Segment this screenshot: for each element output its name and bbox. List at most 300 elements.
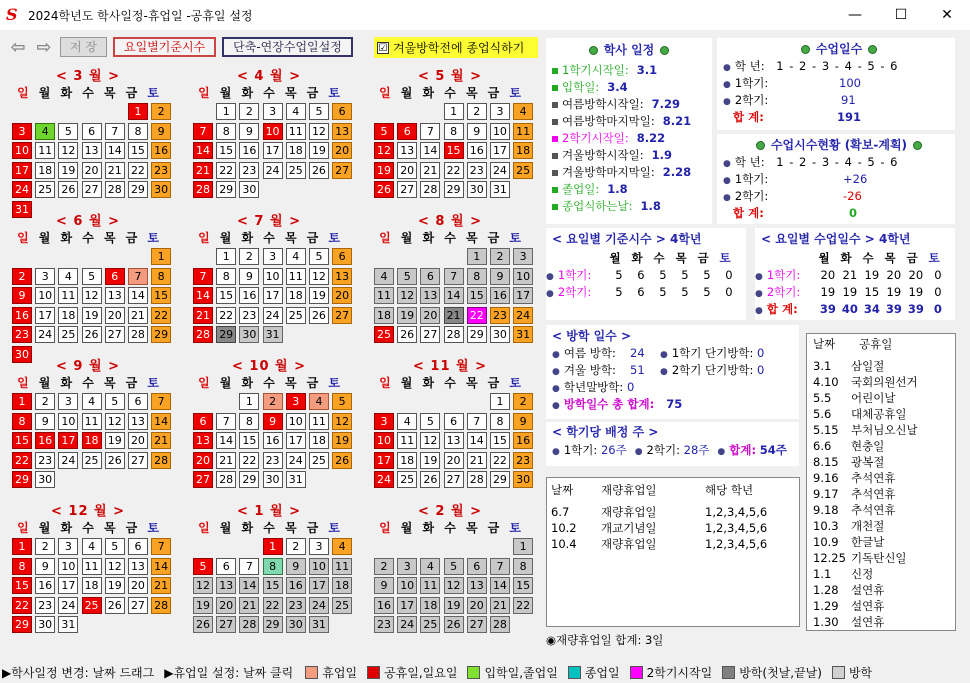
day-cell[interactable]: 19 xyxy=(420,452,440,469)
day-cell[interactable]: 16 xyxy=(239,287,259,304)
day-cell[interactable]: 8 xyxy=(490,413,510,430)
day-cell[interactable]: 27 xyxy=(332,307,352,324)
day-cell[interactable]: 14 xyxy=(216,432,236,449)
day-cell[interactable]: 1 xyxy=(12,393,32,410)
day-cell[interactable]: 9 xyxy=(263,413,283,430)
day-cell[interactable]: 25 xyxy=(374,326,394,343)
day-cell[interactable]: 5 xyxy=(58,123,78,140)
day-cell[interactable]: 10 xyxy=(58,558,78,575)
day-cell[interactable]: 11 xyxy=(309,413,329,430)
day-cell[interactable]: 15 xyxy=(263,577,283,594)
back-arrow-icon[interactable]: ⇦ xyxy=(10,36,26,58)
table-row[interactable] xyxy=(813,534,949,550)
day-cell[interactable]: 2 xyxy=(490,248,510,265)
day-cell[interactable]: 5 xyxy=(374,123,394,140)
day-cell[interactable]: 30 xyxy=(286,616,306,633)
day-cell[interactable]: 12 xyxy=(309,123,329,140)
day-cell[interactable]: 1 xyxy=(151,248,171,265)
day-cell[interactable]: 10 xyxy=(12,142,32,159)
day-cell[interactable]: 18 xyxy=(513,142,533,159)
day-cell[interactable]: 20 xyxy=(128,432,148,449)
day-cell[interactable]: 13 xyxy=(397,142,417,159)
public-holiday-table[interactable] xyxy=(806,333,956,631)
day-cell[interactable]: 19 xyxy=(397,307,417,324)
table-row[interactable] xyxy=(813,598,949,614)
day-cell[interactable]: 16 xyxy=(263,432,283,449)
day-cell[interactable]: 18 xyxy=(309,432,329,449)
day-cell[interactable]: 29 xyxy=(239,471,259,488)
day-cell[interactable]: 23 xyxy=(35,452,55,469)
day-cell[interactable]: 24 xyxy=(58,452,78,469)
day-cell[interactable]: 7 xyxy=(151,393,171,410)
table-row[interactable] xyxy=(813,470,949,486)
day-cell[interactable]: 1 xyxy=(513,538,533,555)
day-cell[interactable]: 28 xyxy=(193,181,213,198)
day-cell[interactable]: 12 xyxy=(105,558,125,575)
day-cell[interactable]: 19 xyxy=(374,162,394,179)
day-cell[interactable]: 6 xyxy=(444,413,464,430)
day-cell[interactable]: 29 xyxy=(490,471,510,488)
day-cell[interactable]: 1 xyxy=(444,103,464,120)
day-cell[interactable]: 26 xyxy=(309,162,329,179)
day-cell[interactable]: 17 xyxy=(309,577,329,594)
day-cell[interactable]: 27 xyxy=(128,452,148,469)
day-cell[interactable]: 2 xyxy=(239,103,259,120)
day-cell[interactable]: 26 xyxy=(105,452,125,469)
day-cell[interactable]: 9 xyxy=(286,558,306,575)
day-cell[interactable]: 11 xyxy=(420,577,440,594)
day-cell[interactable]: 4 xyxy=(58,268,78,285)
day-cell[interactable]: 22 xyxy=(151,307,171,324)
table-row[interactable] xyxy=(551,504,795,520)
day-cell[interactable]: 25 xyxy=(286,307,306,324)
day-cell[interactable]: 23 xyxy=(35,597,55,614)
table-row[interactable] xyxy=(813,454,949,470)
table-row[interactable] xyxy=(813,582,949,598)
day-cell[interactable]: 20 xyxy=(216,597,236,614)
day-cell[interactable]: 12 xyxy=(58,142,78,159)
day-cell[interactable]: 5 xyxy=(193,558,213,575)
day-cell[interactable]: 11 xyxy=(82,413,102,430)
day-cell[interactable]: 25 xyxy=(309,452,329,469)
day-cell[interactable]: 5 xyxy=(309,103,329,120)
day-cell[interactable]: 28 xyxy=(151,452,171,469)
day-cell[interactable]: 7 xyxy=(239,558,259,575)
day-cell[interactable]: 25 xyxy=(513,162,533,179)
day-cell[interactable]: 30 xyxy=(239,326,259,343)
day-cell[interactable]: 21 xyxy=(490,597,510,614)
day-cell[interactable]: 17 xyxy=(35,307,55,324)
day-cell[interactable]: 1 xyxy=(216,103,236,120)
day-cell[interactable]: 28 xyxy=(444,326,464,343)
day-cell[interactable]: 20 xyxy=(82,162,102,179)
save-button[interactable]: 저 장 xyxy=(60,37,107,57)
day-cell[interactable]: 5 xyxy=(82,268,102,285)
day-cell[interactable]: 23 xyxy=(490,307,510,324)
day-cell[interactable]: 10 xyxy=(397,577,417,594)
day-cell[interactable]: 20 xyxy=(397,162,417,179)
minimize-button[interactable]: — xyxy=(848,7,862,23)
day-cell[interactable]: 12 xyxy=(374,142,394,159)
day-cell[interactable]: 14 xyxy=(239,577,259,594)
day-cell[interactable]: 7 xyxy=(467,413,487,430)
day-cell[interactable]: 5 xyxy=(397,268,417,285)
day-cell[interactable]: 13 xyxy=(444,432,464,449)
day-cell[interactable]: 23 xyxy=(239,307,259,324)
day-cell[interactable]: 24 xyxy=(286,452,306,469)
day-cell[interactable]: 28 xyxy=(151,597,171,614)
day-cell[interactable]: 27 xyxy=(105,326,125,343)
day-cell[interactable]: 16 xyxy=(12,307,32,324)
table-row[interactable] xyxy=(813,550,949,566)
day-cell[interactable]: 6 xyxy=(82,123,102,140)
day-cell[interactable]: 27 xyxy=(420,326,440,343)
day-cell[interactable]: 3 xyxy=(374,413,394,430)
day-cell[interactable]: 22 xyxy=(513,597,533,614)
day-cell[interactable]: 28 xyxy=(128,326,148,343)
day-cell[interactable]: 6 xyxy=(105,268,125,285)
day-cell[interactable]: 2 xyxy=(286,538,306,555)
day-cell[interactable]: 22 xyxy=(128,162,148,179)
table-row[interactable] xyxy=(813,486,949,502)
day-cell[interactable]: 26 xyxy=(374,181,394,198)
day-cell[interactable]: 19 xyxy=(82,307,102,324)
day-cell[interactable]: 15 xyxy=(12,432,32,449)
day-cell[interactable]: 7 xyxy=(128,268,148,285)
day-cell[interactable]: 23 xyxy=(374,616,394,633)
day-cell[interactable]: 16 xyxy=(490,287,510,304)
forward-arrow-icon[interactable]: ⇨ xyxy=(36,36,52,58)
day-cell[interactable]: 22 xyxy=(239,452,259,469)
day-cell[interactable]: 24 xyxy=(490,162,510,179)
day-cell[interactable]: 13 xyxy=(420,287,440,304)
day-cell[interactable]: 7 xyxy=(420,123,440,140)
day-cell[interactable]: 20 xyxy=(193,452,213,469)
day-cell[interactable]: 26 xyxy=(82,326,102,343)
day-cell[interactable]: 17 xyxy=(263,142,283,159)
day-cell[interactable]: 29 xyxy=(128,181,148,198)
day-cell[interactable]: 12 xyxy=(444,577,464,594)
day-cell[interactable]: 5 xyxy=(332,393,352,410)
day-cell[interactable]: 13 xyxy=(467,577,487,594)
day-cell[interactable]: 4 xyxy=(397,413,417,430)
day-cell[interactable]: 30 xyxy=(151,181,171,198)
day-cell[interactable]: 3 xyxy=(58,393,78,410)
day-cell[interactable]: 3 xyxy=(490,103,510,120)
day-cell[interactable]: 25 xyxy=(58,326,78,343)
day-cell[interactable]: 18 xyxy=(58,307,78,324)
day-cell[interactable]: 16 xyxy=(151,142,171,159)
table-row[interactable] xyxy=(813,406,949,422)
day-cell[interactable]: 18 xyxy=(374,307,394,324)
day-cell[interactable]: 4 xyxy=(82,538,102,555)
day-cell[interactable]: 2 xyxy=(239,248,259,265)
day-cell[interactable]: 16 xyxy=(467,142,487,159)
day-cell[interactable]: 4 xyxy=(332,538,352,555)
day-cell[interactable]: 9 xyxy=(513,413,533,430)
day-cell[interactable]: 12 xyxy=(105,413,125,430)
day-cell[interactable]: 7 xyxy=(444,268,464,285)
day-cell[interactable]: 13 xyxy=(216,577,236,594)
day-cell[interactable]: 28 xyxy=(239,616,259,633)
day-cell[interactable]: 19 xyxy=(105,432,125,449)
day-cell[interactable]: 18 xyxy=(82,432,102,449)
day-cell[interactable]: 21 xyxy=(128,307,148,324)
day-cell[interactable]: 10 xyxy=(309,558,329,575)
day-cell[interactable]: 1 xyxy=(12,538,32,555)
day-cell[interactable]: 31 xyxy=(58,616,78,633)
day-cell[interactable]: 26 xyxy=(332,452,352,469)
day-cell[interactable]: 18 xyxy=(286,142,306,159)
day-cell[interactable]: 27 xyxy=(332,162,352,179)
day-cell[interactable]: 8 xyxy=(216,123,236,140)
day-cell[interactable]: 29 xyxy=(444,181,464,198)
day-cell[interactable]: 17 xyxy=(58,432,78,449)
day-cell[interactable]: 24 xyxy=(58,597,78,614)
day-cell[interactable]: 23 xyxy=(467,162,487,179)
day-cell[interactable]: 1 xyxy=(263,538,283,555)
day-cell[interactable]: 16 xyxy=(35,432,55,449)
day-cell[interactable]: 2 xyxy=(513,393,533,410)
day-cell[interactable]: 10 xyxy=(286,413,306,430)
day-cell[interactable]: 22 xyxy=(263,597,283,614)
day-cell[interactable]: 29 xyxy=(151,326,171,343)
day-cell[interactable]: 2 xyxy=(374,558,394,575)
day-cell[interactable]: 30 xyxy=(12,346,32,363)
day-cell[interactable]: 6 xyxy=(128,393,148,410)
day-cell[interactable]: 13 xyxy=(193,432,213,449)
day-cell[interactable]: 20 xyxy=(420,307,440,324)
day-cell[interactable]: 16 xyxy=(286,577,306,594)
day-cell[interactable]: 5 xyxy=(105,393,125,410)
day-cell[interactable]: 4 xyxy=(309,393,329,410)
day-cell[interactable]: 20 xyxy=(444,452,464,469)
day-cell[interactable]: 4 xyxy=(420,558,440,575)
day-cell[interactable]: 24 xyxy=(263,307,283,324)
day-cell[interactable]: 31 xyxy=(286,471,306,488)
day-cell[interactable]: 10 xyxy=(513,268,533,285)
day-cell[interactable]: 21 xyxy=(151,432,171,449)
day-cell[interactable]: 31 xyxy=(12,201,32,218)
day-cell[interactable]: 17 xyxy=(12,162,32,179)
table-row[interactable] xyxy=(551,520,795,536)
day-cell[interactable]: 9 xyxy=(35,413,55,430)
day-cell[interactable]: 15 xyxy=(151,287,171,304)
day-cell[interactable]: 14 xyxy=(193,287,213,304)
day-cell[interactable]: 21 xyxy=(216,452,236,469)
day-cell[interactable]: 3 xyxy=(58,538,78,555)
day-cell[interactable]: 7 xyxy=(151,538,171,555)
day-cell[interactable]: 13 xyxy=(332,268,352,285)
day-cell[interactable]: 25 xyxy=(420,616,440,633)
day-cell[interactable]: 8 xyxy=(263,558,283,575)
day-cell[interactable]: 30 xyxy=(239,181,259,198)
day-cell[interactable]: 20 xyxy=(332,142,352,159)
day-cell[interactable]: 27 xyxy=(82,181,102,198)
day-cell[interactable]: 30 xyxy=(490,326,510,343)
day-cell[interactable]: 24 xyxy=(513,307,533,324)
day-cell[interactable]: 13 xyxy=(332,123,352,140)
day-cell[interactable]: 18 xyxy=(332,577,352,594)
day-cell[interactable]: 9 xyxy=(374,577,394,594)
day-cell[interactable]: 27 xyxy=(444,471,464,488)
day-cell[interactable]: 7 xyxy=(490,558,510,575)
day-cell[interactable]: 15 xyxy=(216,287,236,304)
day-cell[interactable]: 6 xyxy=(216,558,236,575)
day-cell[interactable]: 18 xyxy=(397,452,417,469)
day-cell[interactable]: 3 xyxy=(35,268,55,285)
day-cell[interactable]: 6 xyxy=(332,248,352,265)
day-cell[interactable]: 25 xyxy=(332,597,352,614)
day-cell[interactable]: 10 xyxy=(263,123,283,140)
day-cell[interactable]: 18 xyxy=(286,287,306,304)
day-cell[interactable]: 2 xyxy=(35,538,55,555)
day-cell[interactable]: 18 xyxy=(82,577,102,594)
day-cell[interactable]: 30 xyxy=(35,471,55,488)
day-cell[interactable]: 3 xyxy=(513,248,533,265)
day-cell[interactable]: 1 xyxy=(128,103,148,120)
day-cell[interactable]: 9 xyxy=(151,123,171,140)
day-cell[interactable]: 2 xyxy=(12,268,32,285)
day-cell[interactable]: 8 xyxy=(12,413,32,430)
day-cell[interactable]: 14 xyxy=(128,287,148,304)
day-cell[interactable]: 9 xyxy=(490,268,510,285)
day-cell[interactable]: 24 xyxy=(35,326,55,343)
day-cell[interactable]: 9 xyxy=(239,123,259,140)
day-cell[interactable]: 14 xyxy=(151,558,171,575)
day-cell[interactable]: 3 xyxy=(397,558,417,575)
day-cell[interactable]: 20 xyxy=(467,597,487,614)
day-cell[interactable]: 5 xyxy=(444,558,464,575)
day-cell[interactable]: 20 xyxy=(332,287,352,304)
day-cell[interactable]: 23 xyxy=(513,452,533,469)
table-row[interactable] xyxy=(813,358,949,374)
day-cell[interactable]: 12 xyxy=(420,432,440,449)
day-cell[interactable]: 1 xyxy=(490,393,510,410)
day-cell[interactable]: 6 xyxy=(420,268,440,285)
day-cell[interactable]: 3 xyxy=(12,123,32,140)
day-cell[interactable]: 8 xyxy=(444,123,464,140)
day-cell[interactable]: 30 xyxy=(513,471,533,488)
day-cell[interactable]: 25 xyxy=(397,471,417,488)
day-cell[interactable]: 13 xyxy=(82,142,102,159)
day-cell[interactable]: 25 xyxy=(82,452,102,469)
day-cell[interactable]: 1 xyxy=(216,248,236,265)
day-cell[interactable]: 20 xyxy=(105,307,125,324)
day-cell[interactable]: 11 xyxy=(374,287,394,304)
day-cell[interactable]: 8 xyxy=(239,413,259,430)
winter-closing-checkbox[interactable] xyxy=(374,37,538,58)
day-cell[interactable]: 11 xyxy=(286,268,306,285)
day-cell[interactable]: 22 xyxy=(12,597,32,614)
day-cell[interactable]: 28 xyxy=(467,471,487,488)
day-cell[interactable]: 11 xyxy=(513,123,533,140)
day-cell[interactable]: 4 xyxy=(374,268,394,285)
day-cell[interactable]: 5 xyxy=(309,248,329,265)
day-cell[interactable]: 30 xyxy=(35,616,55,633)
day-cell[interactable]: 8 xyxy=(467,268,487,285)
day-cell[interactable]: 14 xyxy=(490,577,510,594)
day-cell[interactable]: 26 xyxy=(397,326,417,343)
day-cell[interactable]: 19 xyxy=(105,577,125,594)
day-cell[interactable]: 25 xyxy=(286,162,306,179)
day-cell[interactable]: 16 xyxy=(513,432,533,449)
day-cell[interactable]: 2 xyxy=(35,393,55,410)
table-row[interactable] xyxy=(813,518,949,534)
day-cell[interactable]: 4 xyxy=(286,248,306,265)
day-cell[interactable]: 21 xyxy=(467,452,487,469)
day-cell[interactable]: 19 xyxy=(193,597,213,614)
day-cell[interactable]: 3 xyxy=(286,393,306,410)
day-cell[interactable]: 19 xyxy=(332,432,352,449)
day-cell[interactable]: 7 xyxy=(216,413,236,430)
table-row[interactable] xyxy=(813,566,949,582)
day-cell[interactable]: 7 xyxy=(105,123,125,140)
day-cell[interactable]: 16 xyxy=(35,577,55,594)
maximize-button[interactable]: ☐ xyxy=(894,7,908,23)
table-row[interactable] xyxy=(813,502,949,518)
day-cell[interactable]: 10 xyxy=(35,287,55,304)
day-cell[interactable]: 4 xyxy=(35,123,55,140)
shorten-extend-class-button[interactable]: 단축-연장수업일설정 xyxy=(222,37,353,57)
day-cell[interactable]: 6 xyxy=(467,558,487,575)
weekday-standard-hours-button[interactable]: 요일별기준시수 xyxy=(113,37,216,57)
day-cell[interactable]: 13 xyxy=(128,413,148,430)
table-row[interactable] xyxy=(813,390,949,406)
day-cell[interactable]: 27 xyxy=(397,181,417,198)
day-cell[interactable]: 14 xyxy=(420,142,440,159)
day-cell[interactable]: 3 xyxy=(309,538,329,555)
day-cell[interactable]: 2 xyxy=(467,103,487,120)
day-cell[interactable]: 18 xyxy=(35,162,55,179)
day-cell[interactable]: 11 xyxy=(397,432,417,449)
day-cell[interactable]: 24 xyxy=(309,597,329,614)
day-cell[interactable]: 22 xyxy=(216,162,236,179)
day-cell[interactable]: 23 xyxy=(151,162,171,179)
day-cell[interactable]: 12 xyxy=(193,577,213,594)
day-cell[interactable]: 11 xyxy=(286,123,306,140)
day-cell[interactable]: 27 xyxy=(193,471,213,488)
day-cell[interactable]: 21 xyxy=(193,162,213,179)
day-cell[interactable]: 17 xyxy=(374,452,394,469)
day-cell[interactable]: 23 xyxy=(263,452,283,469)
day-cell[interactable]: 28 xyxy=(193,326,213,343)
day-cell[interactable]: 19 xyxy=(444,597,464,614)
day-cell[interactable]: 14 xyxy=(105,142,125,159)
day-cell[interactable]: 29 xyxy=(216,326,236,343)
day-cell[interactable]: 10 xyxy=(263,268,283,285)
day-cell[interactable]: 15 xyxy=(239,432,259,449)
day-cell[interactable]: 15 xyxy=(128,142,148,159)
day-cell[interactable]: 15 xyxy=(216,142,236,159)
day-cell[interactable]: 22 xyxy=(490,452,510,469)
day-cell[interactable]: 31 xyxy=(513,326,533,343)
day-cell[interactable]: 11 xyxy=(35,142,55,159)
day-cell[interactable]: 17 xyxy=(397,597,417,614)
day-cell[interactable]: 29 xyxy=(12,616,32,633)
day-cell[interactable]: 26 xyxy=(309,307,329,324)
day-cell[interactable]: 21 xyxy=(420,162,440,179)
day-cell[interactable]: 15 xyxy=(513,577,533,594)
day-cell[interactable]: 9 xyxy=(467,123,487,140)
table-row[interactable] xyxy=(813,422,949,438)
day-cell[interactable]: 24 xyxy=(397,616,417,633)
day-cell[interactable]: 8 xyxy=(513,558,533,575)
day-cell[interactable]: 22 xyxy=(12,452,32,469)
day-cell[interactable]: 9 xyxy=(12,287,32,304)
day-cell[interactable]: 17 xyxy=(286,432,306,449)
day-cell[interactable]: 6 xyxy=(193,413,213,430)
